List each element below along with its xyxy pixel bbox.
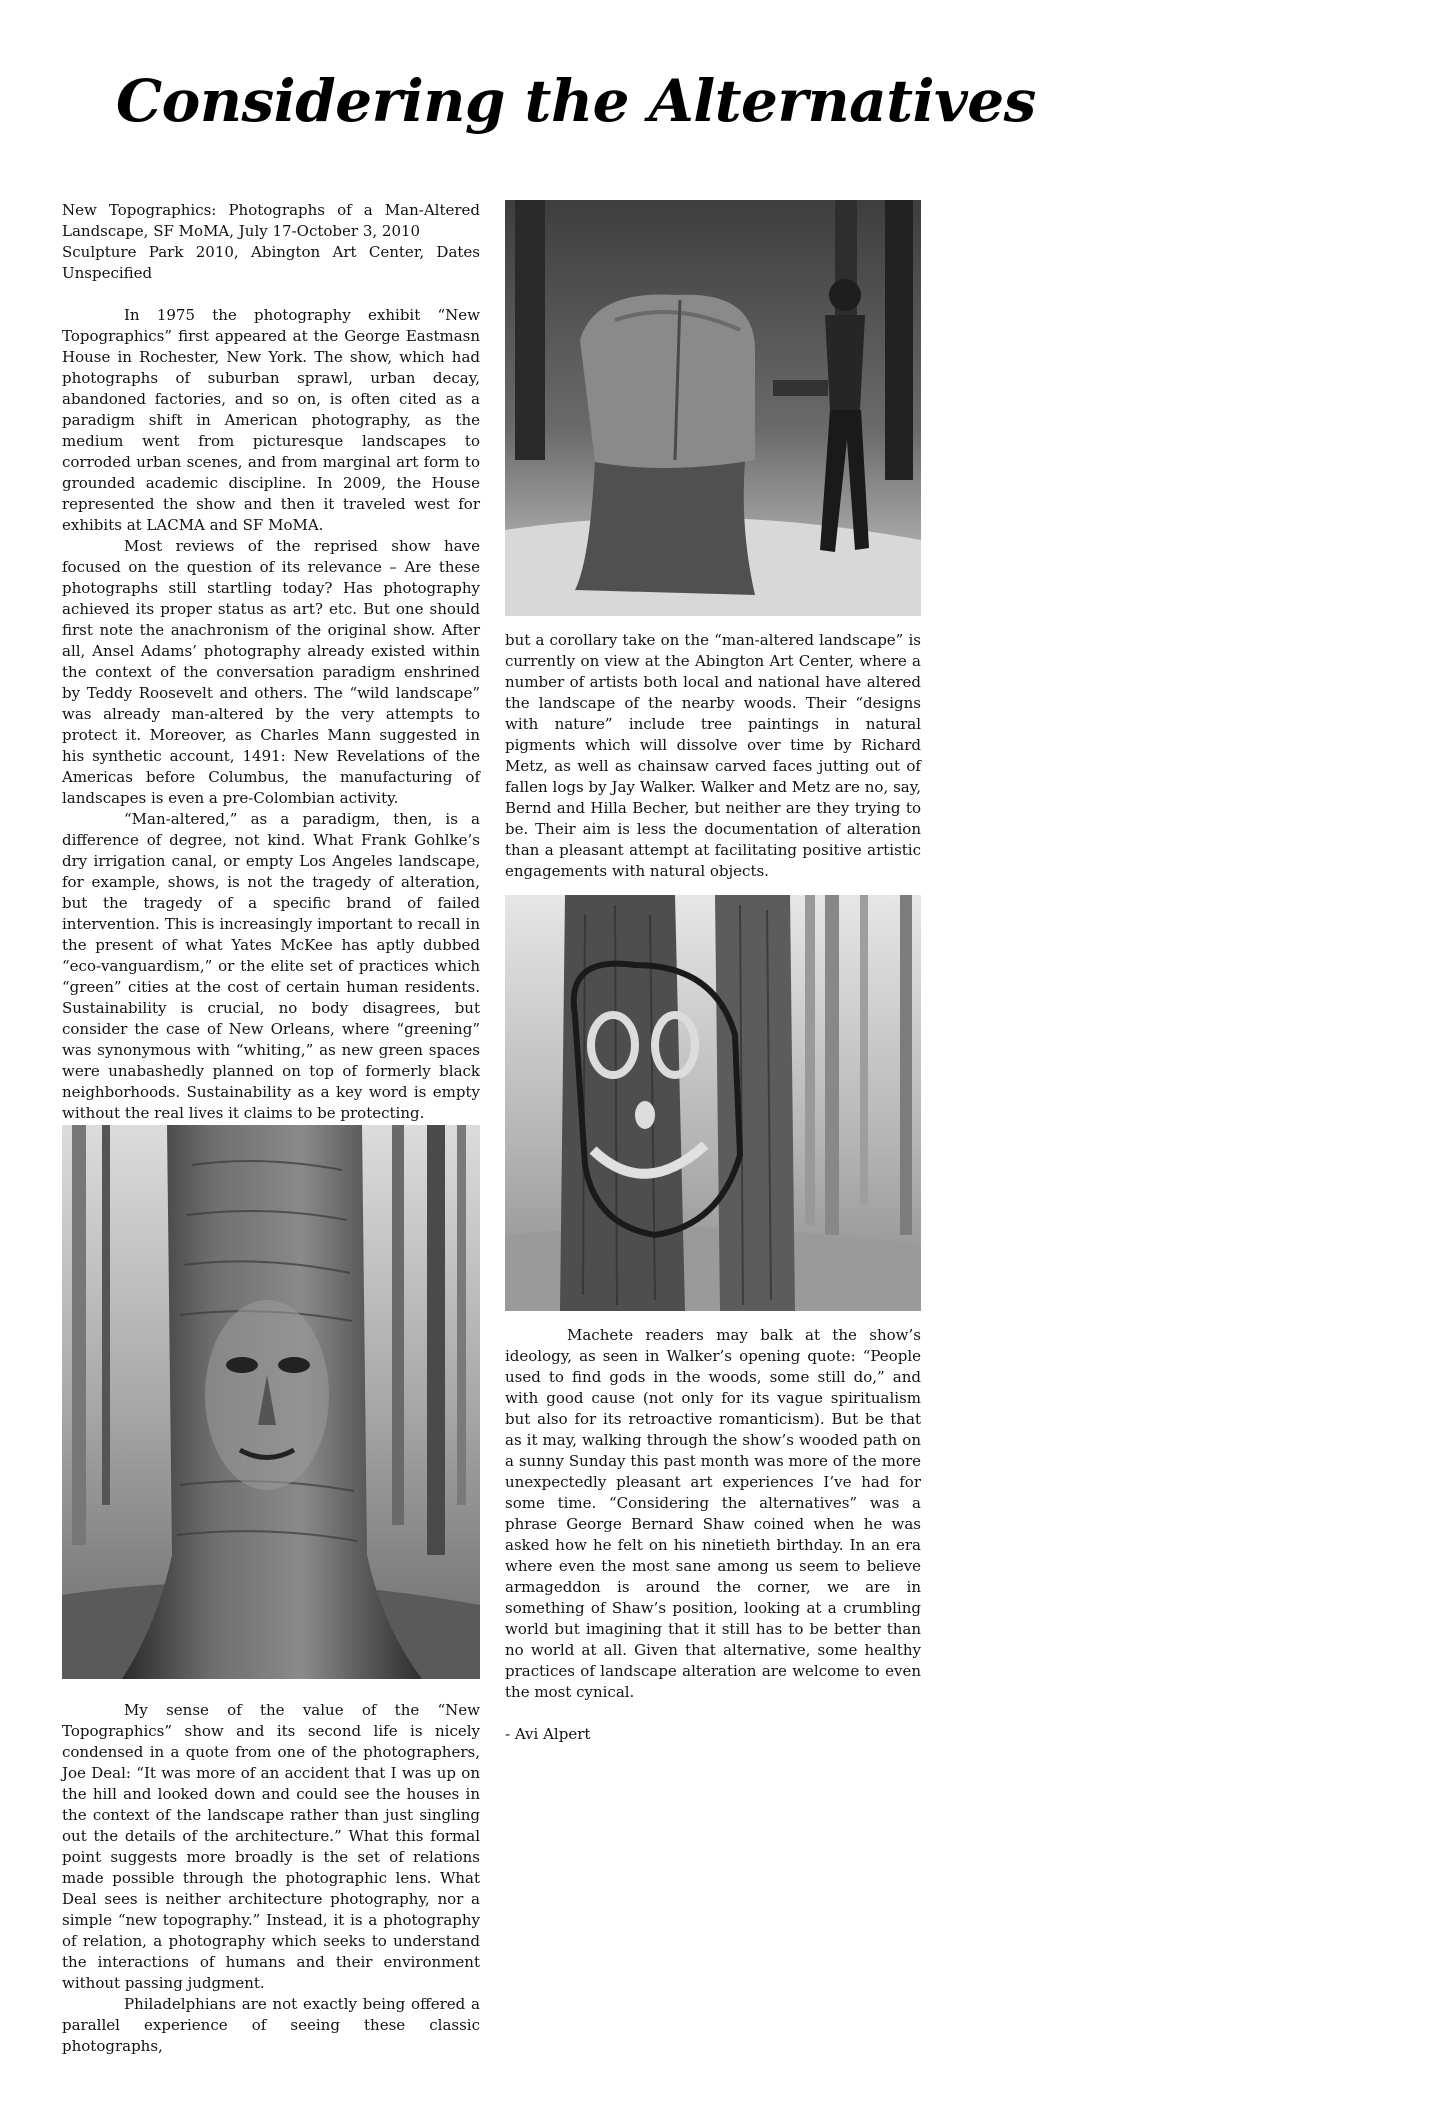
article-paragraph: My sense of the value of the “New Topographics” show and its second life is nicely condensed in a quote from one of the photographers, Joe Deal: “It was more of an accident that I was up on the hill and looked down and could see the houses in the context of the landscape rather than just singling out the details of the architecture.” What this formal point suggests more broadly is the set of relations made possible through the photographic lens. What Deal sees is neither architecture photography, nor a simple “new topography.” Instead, it is a photography of relation, a photography which seeks to understand the interactions of humans and their environment without passing judgment. bbox=[62, 1701, 480, 1992]
author-signature: - Avi Alpert bbox=[505, 1725, 591, 1743]
article-paragraph: “Man-altered,” as a paradigm, then, is a difference of degree, not kind. What Frank Gohlke’s dry irrigation canal, or empty Los Angeles landscape, for example, shows, is not the tragedy of alteration, but the tragedy of a specific brand of failed intervention. This is increasingly important to recall in the present of what Yates McKee has aptly dubbed “eco-vanguardism,” or the elite set of practices which “green” cities at the cost of certain human residents. Sustainability is crucial, no body disagrees, but consider the case of New Orleans, where “greening” was synonymous with “whiting,” as new green spaces were unabashedly planned on top of formerly black neighborhoods. Sustainability as a key word is empty without the real lives it claims to be protecting. bbox=[62, 810, 480, 1122]
article-paragraph: In 1975 the photography exhibit “New Topographics” first appeared at the George Eastmasn House in Rochester, New York. The show, which had photographs of suburban sprawl, urban decay, abandoned factories, and so on, is often cited as a paradigm shift in American photography, as the medium went from picturesque landscapes to corroded urban scenes, and from marginal art form to grounded academic discipline. In 2009, the House represented the show and then it traveled west for exhibits at LACMA and SF MoMA. bbox=[62, 306, 480, 534]
exhibit-source-2: Sculpture Park 2010, Abington Art Center, Dates Unspecified bbox=[62, 243, 480, 282]
tree-face-carving-photo bbox=[62, 1125, 480, 1679]
left-column-bottom bbox=[62, 1700, 480, 2057]
chainsaw-carving-photo bbox=[505, 200, 921, 616]
right-column-bottom bbox=[505, 1325, 921, 1745]
article-paragraph: Philadelphians are not exactly being offered a parallel experience of seeing these classic photographs, bbox=[62, 1995, 480, 2055]
right-column-middle bbox=[505, 630, 921, 882]
exhibit-source-1: New Topographics: Photographs of a Man-Altered Landscape, SF MoMA, July 17-October 3, 2010 bbox=[62, 201, 480, 240]
left-column-top bbox=[62, 200, 480, 1124]
article-paragraph: Most reviews of the reprised show have focused on the question of its relevance – Are these photographs still startling today? Has photography achieved its proper status as art? etc. But one should first note the anachronism of the original show. After all, Ansel Adams’ photography already existed within the context of the conversation paradigm enshrined by Teddy Roosevelt and others. The “wild landscape” was already man-altered by the very attempts to protect it. Moreover, as Charles Mann suggested in his synthetic account, 1491: New Revelations of the Americas before Columbus, the manufacturing of landscapes is even a pre-Colombian activity. bbox=[62, 537, 480, 807]
painted-tree-face-photo bbox=[505, 895, 921, 1311]
article-paragraph: Machete readers may balk at the show’s ideology, as seen in Walker’s opening quote: “People used to find gods in the woods, some still do,” and with good cause (not only for its vague spiritualism but also for its retroactive romanticism). But be that as it may, walking through the show’s wooded path on a sunny Sunday this past month was more of the more unexpectedly pleasant art experiences I’ve had for some time. “Considering the alternatives” was a phrase George Bernard Shaw coined when he was asked how he felt on his ninetieth birthday. In an era where even the most sane among us seem to believe armageddon is around the corner, we are in something of Shaw’s position, looking at a crumbling world but imagining that it still has to be better than no world at all. Given that alternative, some healthy practices of landscape alteration are welcome to even the most cynical. bbox=[505, 1326, 921, 1701]
article-title: Considering the Alternatives bbox=[116, 67, 1036, 135]
article-paragraph: but a corollary take on the “man-altered landscape” is currently on view at the Abington Art Center, where a number of artists both local and national have altered the landscape of the nearby woods. Their “designs with nature” include tree paintings in natural pigments which will dissolve over time by Richard Metz, as well as chainsaw carved faces jutting out of fallen logs by Jay Walker. Walker and Metz are no, say, Bernd and Hilla Becher, but neither are they trying to be. Their aim is less the documentation of alteration than a pleasant attempt at facilitating positive artistic engagements with natural objects. bbox=[505, 631, 921, 880]
